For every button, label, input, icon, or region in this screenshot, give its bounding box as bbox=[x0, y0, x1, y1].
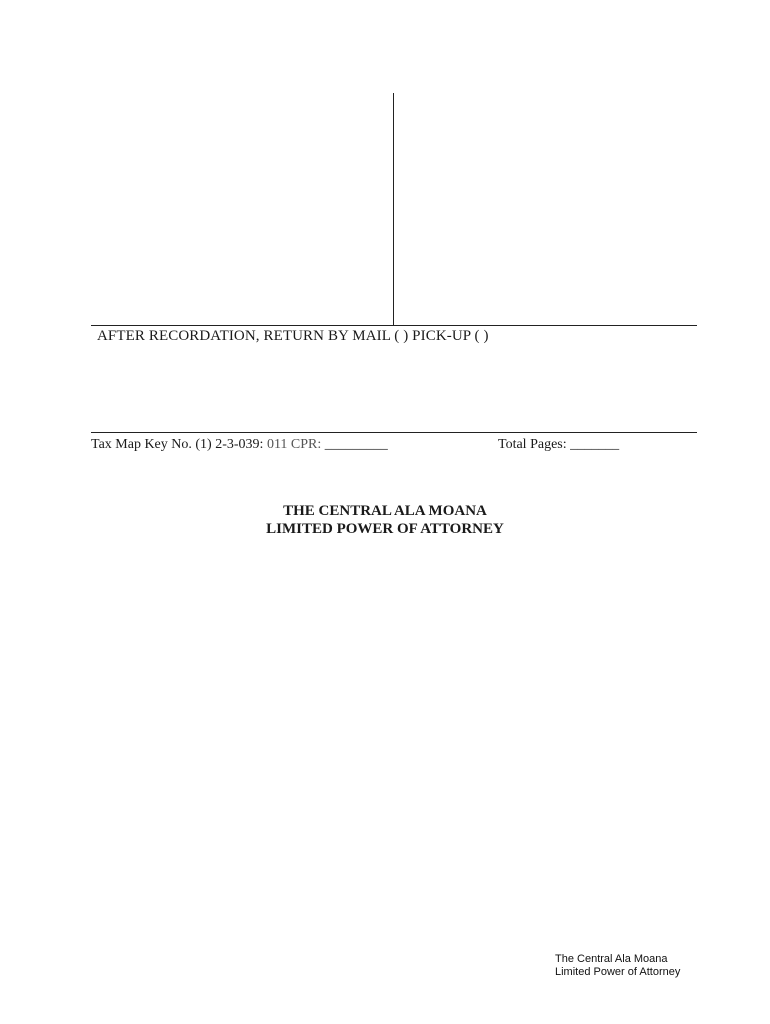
document-title-line1: THE CENTRAL ALA MOANA bbox=[283, 503, 487, 519]
tax-map-key-row bbox=[91, 437, 388, 453]
cpr-label: CPR: bbox=[290, 437, 322, 452]
footer-line1: The Central Ala Moana bbox=[555, 953, 668, 965]
total-pages-row bbox=[498, 437, 619, 453]
page-footer bbox=[555, 953, 680, 979]
footer-line2: Limited Power of Attorney bbox=[555, 966, 681, 978]
document-title-line2: LIMITED POWER OF ATTORNEY bbox=[266, 521, 504, 537]
tax-map-key-value: 011 bbox=[266, 437, 288, 452]
cpr-blank: _________ bbox=[324, 437, 388, 452]
document-title bbox=[0, 502, 770, 538]
total-pages-blank: _______ bbox=[570, 437, 620, 452]
recordation-instruction: AFTER RECORDATION, RETURN BY MAIL ( ) PICK-UP ( ) bbox=[97, 328, 489, 344]
tax-map-key-label: Tax Map Key No. (1) 2-3-039: bbox=[91, 437, 264, 452]
recording-box-bottom-rule bbox=[91, 325, 697, 326]
tax-map-top-rule bbox=[91, 432, 697, 433]
total-pages-label: Total Pages: bbox=[498, 437, 567, 452]
recording-box-divider bbox=[393, 93, 394, 326]
